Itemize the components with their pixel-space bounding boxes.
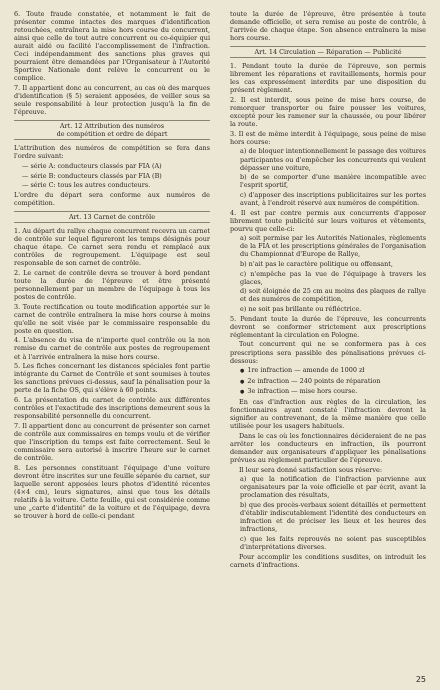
paragraph-item: 6. Toute fraude constatée, et notamment le fait de présenter comme intactes des marques d'identification retouchées, entraînera la mise hors course du concurrent, ainsi que celle de tout autre concurrent ou co-équipier qui aurait aidé ou facilité l'accomplissement de l'infraction. Ceci indépendamment des sanctions plus graves qui pourraient être demandées par l'Organisateur à l'Autorité Sportive Nationale dont relève le concurrent ou le complice. <box>14 10 210 83</box>
left-column <box>14 10 210 521</box>
article-title: de compétition et ordre de départ <box>56 130 168 139</box>
article-14-heading <box>230 46 426 58</box>
sub-item: c) d'apposer des inscriptions publicitaires sur les portes avant, à l'endroit réservé aux numéros de compétition. <box>240 190 426 207</box>
sub-item: e) ne soit pas brillante ou réfléctrice. <box>240 305 362 314</box>
paragraph-item: 7. Il appartient donc au concurrent, au cas où des marques d'identification (§ 5) seraient apposées, de veiller sous sa seule responsabilité à leur protection jusqu'à la fin de l'épreuve. <box>14 84 210 117</box>
penalty-item: ● 1re infraction — amende de 1000 zł <box>230 366 426 375</box>
sub-item: b) n'ait pas le caractère politique ou offensant, <box>240 260 393 269</box>
list-item: — série A: conducteurs classés par FIA (A) <box>22 161 162 170</box>
penalty-item: ● 3e infraction — mise hors course. <box>230 387 426 396</box>
paragraph-item: 1. Au départ du rallye chaque concurrent recevra un carnet de contrôle sur lequel figureront les temps désignés pour chaque étape. Ce carnet sera rendu et remplacé aux contrôles de regroupement. L'équipage est seul responsable de son carnet de contrôle. <box>14 227 210 268</box>
sub-item: b) de se comporter d'une manière incompatible avec l'esprit sportif, <box>240 173 426 190</box>
article-13-heading <box>14 211 210 223</box>
article-title: Art. 14 Circulation — Réparation — Publicité <box>254 48 402 57</box>
paragraph-item: 1. Pendant toute la durée de l'épreuve, son permis librement les réparations et ravitaillements, hormis pour les cas expressément interdits par une disposition du présent règlement. <box>230 62 426 95</box>
paragraph-item: 8. Les personnes constituant l'équipage d'une voiture devront être inscrites sur une feuille séparée du carnet, sur laquelle seront apposées leurs photos d'identité récentes (4×4 cm), leurs signatures, ainsi que tous les détails relatifs à la voiture. Cette feuille, qui est considérée comme une „carte d'identité" de la voiture et de l'équipage, devra se trouver à bord de celle-ci pendant <box>14 463 210 520</box>
paragraph-item: 3. Il est de même interdit à l'équipage, sous peine de mise hors course: <box>230 129 426 146</box>
article-title: Art. 13 Carnet de contrôle <box>68 213 156 221</box>
paragraph-item: 2. Il est interdit, sous peine de mise hors course, de remorquer transporter ou faire pousser les voitures, excepté pour les ramener sur la chaussée, ou pour libérer la route. <box>230 96 426 129</box>
list-item: — série B: conducteurs classés par FIA (B) <box>22 171 162 180</box>
paragraph-item: 2. Le carnet de contrôle devra se trouver à bord pendant toute la durée de l'épreuve et être présenté personnellement par un membre de l'équipage à tous les postes de contrôle. <box>14 268 210 302</box>
paragraph: En cas d'infraction aux règles de la circulation, les fonctionnaires ayant constaté l'infraction devront la signifier au contrevenant, de la même manière que celle utilisée pour les usagers habituels. <box>230 398 426 431</box>
sub-item: c) n'empêche pas la vue de l'équipage à travers les glaces, <box>240 269 426 286</box>
sub-item: d) soit éloignée de 25 cm au moins des plaques de rallye et des numéros de compétition, <box>240 287 426 304</box>
paragraph-item: 5. Pendant toute la durée de l'épreuve, les concurrents devront se conformer strictement aux prescriptions réglementant la circulation en Pologne. <box>230 314 426 339</box>
paragraph: L'attribution des numéros de compétition se fera dans l'ordre suivant: <box>14 144 210 161</box>
penalty-item: ● 2e infraction — 240 points de réparation <box>230 377 426 386</box>
page-number: 25 <box>415 675 426 684</box>
paragraph-item: 4. L'absence du visa de n'importe quel contrôle ou la non remise du carnet de contrôle aux postes de regroupement et à l'arrivée entraînera la mise hors course. <box>14 336 210 361</box>
paragraph-item: 4. Il est par contre permis aux concurrents d'apposer librement toute publicité sur leurs voitures et vêtements, pourvu que celle-ci: <box>230 208 426 233</box>
paragraph: Il leur sera donné satisfaction sous réserve: <box>239 465 383 474</box>
paragraph-item: 3. Toute rectification ou toute modification apportée sur le carnet de contrôle entraînera la mise hors course à moins qu'elle ne soit visée par le commissaire responsable du poste en question. <box>14 302 210 335</box>
paragraph: Tout concurrent qui ne se conformera pas à ces prescriptions sera passible des pénalisations prévues ci-dessous: <box>230 340 426 365</box>
article-12-heading <box>14 120 210 140</box>
paragraph-item: 5. Les fiches concernant les distances spéciales font partie intégrante du Carnet de Contrôle et sont soumises à toutes les sanctions prévues ci-dessus, sauf la pénalisation pour la perte de la fiche OS, qui s'élève à 60 points. <box>14 362 210 395</box>
list-item: — série C: tous les autres conducteurs. <box>22 181 151 190</box>
right-column <box>230 10 426 570</box>
paragraph: Dans le cas où les fonctionnaires décideraient de ne pas arrêter les conducteurs en infraction, ils pourront demander aux organisateurs d'appliquer les pénalisations prévues au règlement particulier de l'épreuve. <box>230 431 426 465</box>
paragraph: L'ordre du départ sera conforme aux numéros de compétition. <box>14 190 210 207</box>
paragraph: toute la durée de l'épreuve, être présentée à toute demande officielle, et sera remise au poste de contrôle, à l'arrivée de chaque étape. Son absence entraînera la mise hors course. <box>230 10 426 43</box>
article-title: Art. 12 Attribution des numéros <box>59 122 165 131</box>
sub-item: a) que la notification de l'infraction parvienne aux organisateurs par la voie officielle et par écrit, avant la proclamation des résultats, <box>240 475 426 500</box>
paragraph: Pour accomplir les conditions susdites, on introduit les carnets d'infractions. <box>230 552 426 569</box>
sub-item: a) de bloquer intentionnellement le passage des voitures participantes ou d'empêcher les concurrents qui veulent dépasser une voiture, <box>240 147 426 172</box>
paragraph-item: 6. La présentation du carnet de contrôle aux différentes contrôles et l'exactitude des inscriptions demeurent sous la responsabilité personnelle du concurrent. <box>14 395 210 421</box>
paragraph-item: 7. Il appartient donc au concurrent de présenter son carnet de contrôle aux commissaires en temps voulu et de vérifier que l'inscription du temps est faite correctement. Seul le commissaire sera autorisé à inscrire l'heure sur le carnet de contrôle. <box>14 421 210 462</box>
sub-item: b) que des procès-verbaux soient détaillés et permettent d'établir indiscutablement l'identité des conducteurs en infraction et de préciser les lieux et les heures des infractions, <box>240 501 426 534</box>
sub-item: a) soit permise par les Autorités Nationales, règlements de la FIA et les prescriptions générales de l'organisation du Championnat d'Europe de Rallye, <box>240 234 426 259</box>
sub-item: c) que les faits reprouvés ne soient pas susceptibles d'interprétations diverses. <box>240 534 426 551</box>
